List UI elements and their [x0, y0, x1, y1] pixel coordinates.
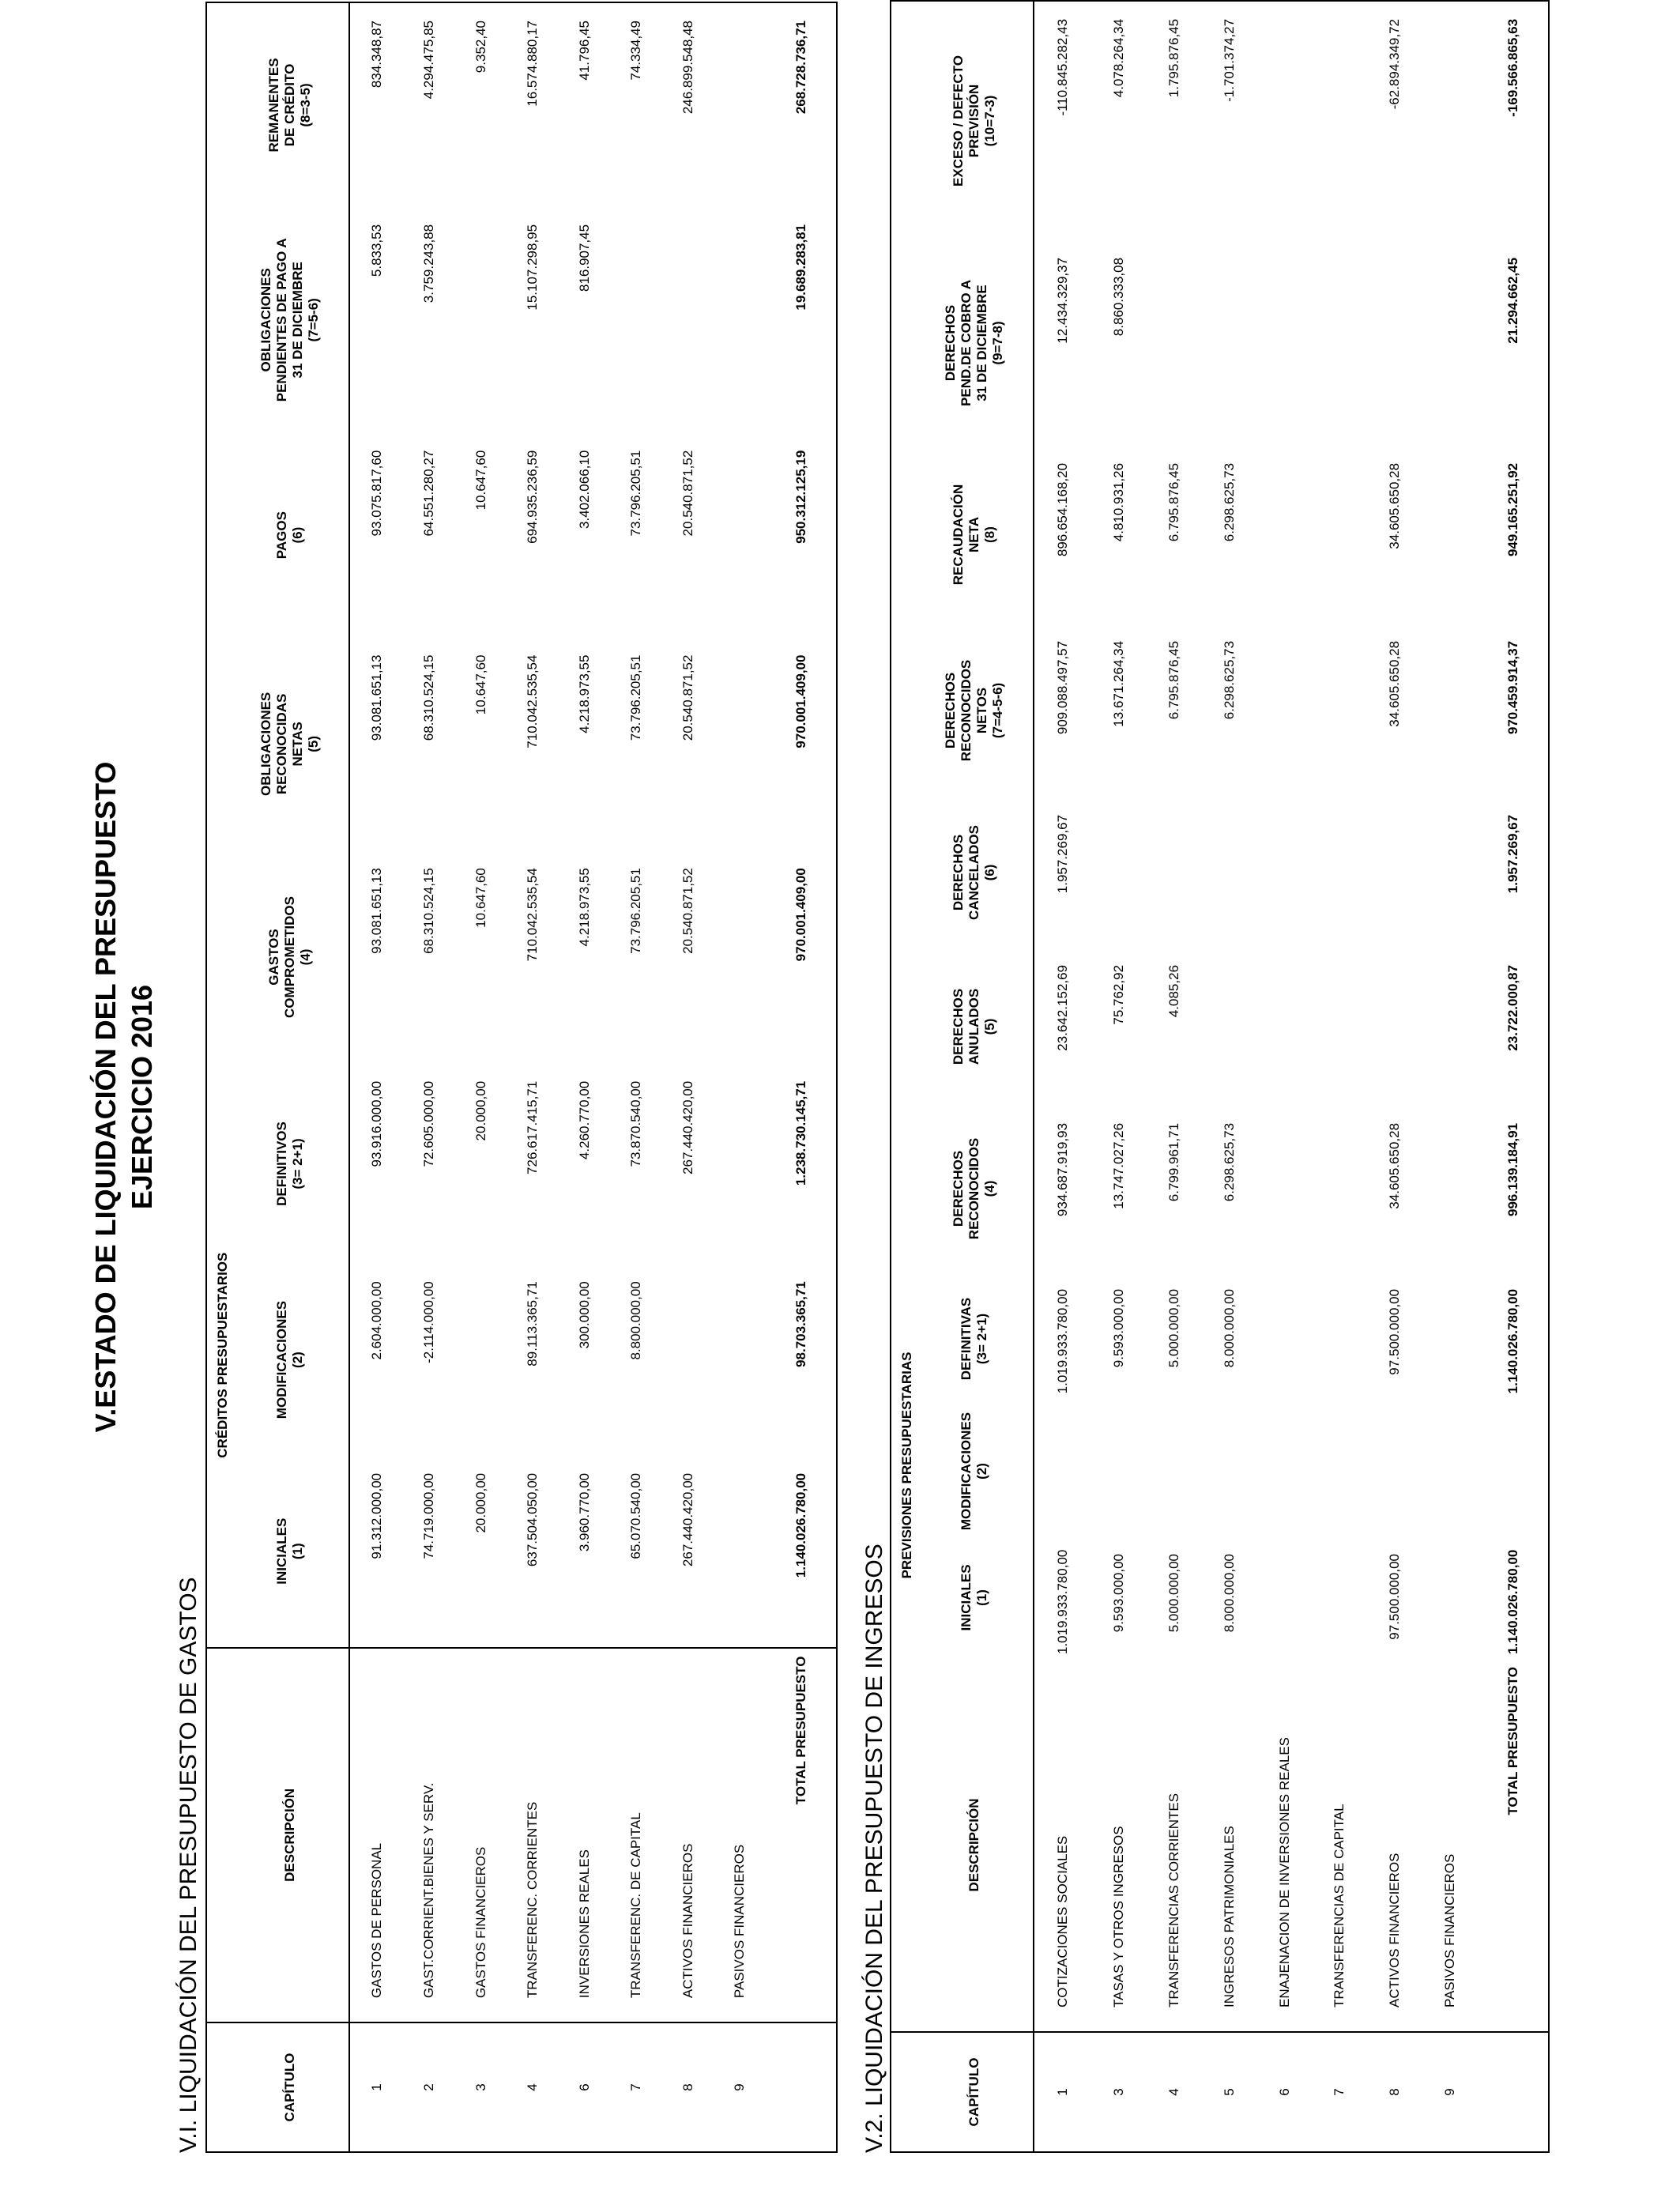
gastos-body: [349, 2, 837, 2152]
cell-desc: PASIVOS FINANCIEROS: [1422, 1659, 1478, 2032]
cell-recaudacion: 34.605.650,28: [1387, 462, 1403, 549]
cell-cap: 3: [473, 2083, 488, 2091]
cell-remanentes: 41.796,45: [576, 21, 592, 81]
table-row: [1147, 1, 1202, 2152]
total-empty-cell: [766, 2022, 837, 2152]
cell-iniciales: [714, 1456, 766, 1648]
cell-netos: [1422, 624, 1478, 797]
cell-cap: 3: [1111, 2088, 1127, 2096]
cell-recaudacion: 6.298.625,73: [1221, 462, 1237, 542]
cell-modif: [455, 1264, 507, 1456]
cell-iniciales: 8.000.000,00: [1221, 1554, 1237, 1633]
total-iniciales: 1.140.026.780,00: [766, 1456, 837, 1648]
table-row: [714, 2, 766, 2152]
cell-comprometidos: 4.218.973,55: [576, 868, 592, 947]
cell-modif: 8.800.000,00: [628, 1281, 644, 1360]
table-row: [455, 2, 507, 2152]
total-pendientes: 19.689.283,81: [793, 224, 808, 311]
total-cancelados: 1.957.269,67: [1505, 814, 1520, 894]
cell-obligaciones: 68.310.524,15: [421, 654, 437, 741]
cell-pendientes: [455, 207, 507, 433]
cell-desc: GASTOS DE PERSONAL: [349, 1648, 404, 2023]
cell-definitivas: [1313, 1272, 1368, 1406]
ingresos-header-row: [915, 1, 1034, 2152]
table-row: [1257, 1, 1313, 2152]
table-row: [1202, 1, 1257, 2152]
col-recaudacion-neta: RECAUDACIÓN NETA (8): [915, 446, 1034, 624]
cell-definitivas: 8.000.000,00: [1221, 1288, 1237, 1368]
table-row: [507, 2, 559, 2152]
cell-remanentes: 4.294.475,85: [421, 21, 437, 100]
cell-modif: [1257, 1406, 1313, 1536]
cell-pagos: 20.540.871,52: [680, 450, 695, 537]
table-row: [559, 2, 610, 2152]
table-row: [404, 2, 455, 2152]
cell-recaudacion: [1257, 446, 1313, 624]
cell-cap: 6: [576, 2083, 592, 2091]
cell-desc: ACTIVOS FINANCIEROS: [1367, 1659, 1422, 2032]
cell-cap: 6: [1276, 2088, 1292, 2096]
cell-pagos: 3.402.066,10: [576, 450, 592, 529]
col-capitulo: CAPÍTULO: [231, 2022, 349, 2152]
col-pagos: PAGOS (6): [231, 433, 349, 638]
cell-exceso: -110.845.282,43: [1055, 18, 1071, 116]
col-exceso-defecto: EXCESO / DEFECTO PREVISIÓN (10=7-3): [915, 1, 1034, 240]
cell-recaudacion: 896.654.168,20: [1055, 462, 1071, 557]
cell-netos: [1257, 624, 1313, 797]
total-row: [766, 2, 837, 2152]
col-remanentes: REMANENTES DE CRÉDITO (8=3-5): [231, 2, 349, 207]
cell-definitivas: 97.500.000,00: [1387, 1288, 1403, 1375]
col-descripcion: DESCRIPCIÓN: [915, 1659, 1034, 2032]
cell-desc: INVERSIONES REALES: [559, 1648, 610, 2023]
cell-desc: PASIVOS FINANCIEROS: [714, 1648, 766, 2023]
cell-desc: TRANSFERENCIAS DE CAPITAL: [1313, 1659, 1368, 2032]
cell-recaudacion: 4.810.931,26: [1111, 462, 1127, 542]
total-pagos: 950.312.125,19: [793, 450, 808, 544]
ingresos-body: [1034, 1, 1549, 2152]
cell-definitivos: 4.260.770,00: [576, 1080, 592, 1160]
cell-iniciales: 5.000.000,00: [1166, 1554, 1182, 1633]
cell-cap: 9: [1442, 2088, 1458, 2096]
cell-obligaciones: 73.796.205,51: [628, 654, 644, 741]
total-definitivas: 1.140.026.780,00: [1505, 1288, 1520, 1394]
cell-modif: [714, 1264, 766, 1456]
cell-desc: TRANSFERENC. CORRIENTES: [507, 1648, 559, 2023]
cell-iniciales: [1313, 1536, 1368, 1659]
col-obligaciones-pendientes: OBLIGACIONES PENDIENTES DE PAGO A 31 DE DICIEMBRE (7=5-6): [231, 207, 349, 433]
col-iniciales: INICIALES (1): [231, 1456, 349, 1648]
cell-desc: COTIZACIONES SOCIALES: [1034, 1659, 1091, 2032]
document-title: V.ESTADO DE LIQUIDACIÓN DEL PRESUPUESTO: [89, 761, 122, 1433]
cell-iniciales: 91.312.000,00: [349, 1456, 404, 1648]
cell-definitivos: 267.440.420,00: [680, 1080, 695, 1174]
cell-recaudacion: [1422, 446, 1478, 624]
cell-definitivos: 93.916.000,00: [368, 1080, 384, 1167]
cell-anulados: 75.762,92: [1111, 964, 1127, 1025]
total-remanentes: 268.728.736,71: [793, 21, 808, 115]
cell-reconocidos: 6.298.625,73: [1221, 1122, 1237, 1202]
cell-exceso: 4.078.264,34: [1111, 18, 1127, 98]
cell-desc: ACTIVOS FINANCIEROS: [662, 1648, 714, 2023]
total-anulados: 23.722.000,87: [1505, 964, 1520, 1051]
cell-modif: [1147, 1406, 1202, 1536]
cell-comprometidos: 710.042.535,54: [525, 868, 541, 962]
cell-pendientes: [1367, 240, 1422, 446]
cell-iniciales: 97.500.000,00: [1387, 1554, 1403, 1640]
cell-netos: 13.671.264,34: [1111, 640, 1127, 727]
cell-cap: 2: [421, 2083, 437, 2091]
col-derechos-netos: DERECHOS RECONOCIDOS NETOS (7=4-5-6): [915, 624, 1034, 797]
table-row: [1367, 1, 1422, 2152]
cell-cap: 1: [1055, 2088, 1071, 2096]
cell-desc: TASAS Y OTROS INGRESOS: [1091, 1659, 1147, 2032]
cell-comprometidos: 10.647,60: [473, 868, 488, 928]
previsiones-presupuestarias-header: PREVISIONES PRESUPUESTARIAS: [899, 1351, 914, 1579]
cell-pagos: 10.647,60: [473, 450, 488, 511]
cell-modif: [1313, 1406, 1368, 1536]
cell-cap: 5: [1221, 2088, 1237, 2096]
cell-definitivas: 5.000.000,00: [1166, 1288, 1182, 1368]
cell-cancelados: 1.957.269,67: [1055, 814, 1071, 894]
cell-iniciales: 1.019.933.780,00: [1055, 1549, 1071, 1654]
cell-desc: TRANSFERENC. DE CAPITAL: [611, 1648, 662, 2023]
col-derechos-anulados: DERECHOS ANULADOS (5): [915, 948, 1034, 1106]
cell-pendientes: [714, 207, 766, 433]
cell-iniciales: 74.719.000,00: [404, 1456, 455, 1648]
cell-cap: 1: [368, 2083, 384, 2091]
table-row: [662, 2, 714, 2152]
cell-iniciales: [1257, 1536, 1313, 1659]
cell-remanentes: [714, 2, 766, 207]
col-iniciales: INICIALES (1): [915, 1536, 1034, 1659]
cell-cancelados: [1313, 797, 1368, 948]
col-derechos-pendientes: DERECHOS PEND.DE COBRO A 31 DE DICIEMBRE (9=7-8): [915, 240, 1034, 446]
cell-pagos: 73.796.205,51: [628, 450, 644, 537]
cell-definitivos: 72.605.000,00: [421, 1080, 437, 1167]
cell-definitivas: [1257, 1272, 1313, 1406]
cell-cancelados: [1422, 797, 1478, 948]
gastos-section-title: V.I. LIQUIDACIÓN DEL PRESUPUESTO DE GASTOS: [175, 1577, 202, 2153]
cell-cap: 8: [1387, 2088, 1403, 2096]
cell-pendientes: [1202, 240, 1257, 446]
total-label: TOTAL PRESUPUESTO: [766, 1648, 837, 2023]
cell-obligaciones: 4.218.973,55: [576, 654, 592, 733]
cell-exceso: [1257, 1, 1313, 240]
cell-pendientes: 15.107.298,95: [525, 224, 541, 311]
cell-cancelados: [1147, 797, 1202, 948]
cell-definitivos: [714, 1064, 766, 1264]
cell-desc: GASTOS FINANCIEROS: [455, 1648, 507, 2023]
total-comprometidos: 970.001.409,00: [793, 868, 808, 962]
col-definitivas: DEFINITIVAS (3= 2+1): [915, 1272, 1034, 1406]
total-modif: [1478, 1406, 1549, 1536]
table-row: [349, 2, 404, 2152]
cell-netos: [1313, 624, 1368, 797]
cell-pendientes: [1147, 240, 1202, 446]
cell-pendientes: 3.759.243,88: [421, 224, 437, 303]
cell-comprometidos: 93.081.651,13: [368, 868, 384, 954]
cell-pagos: 93.075.817,60: [368, 450, 384, 537]
cell-cap: 8: [680, 2083, 695, 2091]
col-capitulo: CAPÍTULO: [915, 2032, 1034, 2152]
cell-desc: INGRESOS PATRIMONIALES: [1202, 1659, 1257, 2032]
cell-iniciales: 3.960.770,00: [559, 1456, 610, 1648]
cell-obligaciones: 93.081.651,13: [368, 654, 384, 741]
cell-comprometidos: [714, 850, 766, 1064]
cell-netos: 6.298.625,73: [1221, 640, 1237, 720]
cell-modif: [1367, 1406, 1422, 1536]
cell-reconocidos: 934.687.919,93: [1055, 1122, 1071, 1217]
total-netos: 970.459.914,37: [1505, 640, 1520, 735]
cell-anulados: [1202, 948, 1257, 1106]
cell-cap: 4: [1166, 2088, 1182, 2096]
gastos-table: [205, 2, 838, 2153]
cell-obligaciones: 710.042.535,54: [525, 654, 541, 748]
total-reconocidos: 996.139.184,91: [1505, 1122, 1520, 1217]
cell-comprometidos: 68.310.524,15: [421, 868, 437, 954]
cell-modif: 2.604.000,00: [368, 1281, 384, 1360]
cell-cancelados: [1202, 797, 1257, 948]
cell-pendientes: [1422, 240, 1478, 446]
cell-pendientes: [1313, 240, 1368, 446]
total-exceso: -169.566.865,63: [1505, 18, 1520, 117]
cell-reconocidos: 6.799.961,71: [1166, 1122, 1182, 1202]
cell-anulados: [1367, 948, 1422, 1106]
cell-pagos: 64.551.280,27: [421, 450, 437, 537]
cell-anulados: 4.085,26: [1166, 964, 1182, 1018]
col-derechos-reconocidos: DERECHOS RECONOCIDOS (4): [915, 1106, 1034, 1272]
cell-definitivos: 73.870.540,00: [628, 1080, 644, 1167]
cell-pendientes: 816.907,45: [576, 224, 592, 292]
cell-pendientes: [662, 207, 714, 433]
cell-pagos: 694.935.236,59: [525, 450, 541, 544]
cell-remanentes: 16.574.880,17: [525, 21, 541, 107]
cell-anulados: [1257, 948, 1313, 1106]
cell-recaudacion: 6.795.876,45: [1166, 462, 1182, 542]
cell-recaudacion: [1313, 446, 1368, 624]
cell-exceso: [1313, 1, 1368, 240]
cell-definitivas: 1.019.933.780,00: [1055, 1288, 1071, 1394]
cell-iniciales: 267.440.420,00: [662, 1456, 714, 1648]
col-modificaciones: MODIFICACIONES (2): [231, 1264, 349, 1456]
cell-anulados: [1422, 948, 1478, 1106]
cell-cap: 9: [732, 2083, 748, 2091]
cell-pendientes: 12.434.329,37: [1055, 257, 1071, 344]
cell-modif: [662, 1264, 714, 1456]
cell-netos: 6.795.876,45: [1166, 640, 1182, 720]
table-row: [611, 2, 662, 2152]
cell-reconocidos: 34.605.650,28: [1387, 1122, 1403, 1209]
cell-iniciales: [1422, 1536, 1478, 1659]
cell-exceso: -62.894.349,72: [1387, 18, 1403, 110]
table-row: [1034, 1, 1091, 2152]
ingresos-section-title: V.2. LIQUIDACIÓN DEL PRESUPUESTO DE INGRESOS: [861, 1544, 887, 2153]
cell-cap: 7: [628, 2083, 644, 2091]
cell-modif: 89.113.365,71: [525, 1281, 541, 1367]
cell-remanentes: 74.334,49: [628, 21, 644, 81]
cell-pendientes: [611, 207, 662, 433]
creditos-presupuestarios-header: CRÉDITOS PRESUPUESTARIOS: [206, 1064, 231, 1648]
cell-modif: [1422, 1406, 1478, 1536]
cell-reconocidos: 13.747.027,26: [1111, 1122, 1127, 1209]
cell-iniciales: 65.070.540,00: [611, 1456, 662, 1648]
cell-iniciales: 9.593.000,00: [1111, 1554, 1127, 1633]
cell-obligaciones: 20.540.871,52: [680, 654, 695, 741]
cell-remanentes: 246.899.548,48: [680, 21, 695, 115]
cell-cancelados: [1257, 797, 1313, 948]
cell-desc: ENAJENACION DE INVERSIONES REALES: [1257, 1659, 1313, 2032]
total-recaudacion: 949.165.251,92: [1505, 462, 1520, 557]
cell-exceso: -1.701.374,27: [1221, 18, 1237, 102]
cell-comprometidos: 73.796.205,51: [628, 868, 644, 954]
col-modificaciones: MODIFICACIONES (2): [915, 1406, 1034, 1536]
table-row: [1422, 1, 1478, 2152]
total-modif: 98.703.365,71: [793, 1281, 808, 1367]
total-label: TOTAL PRESUPUESTO: [1478, 1659, 1549, 2032]
gastos-header-row: [231, 2, 349, 2152]
cell-obligaciones: 10.647,60: [473, 654, 488, 715]
table-row: [1091, 1, 1147, 2152]
cell-netos: 909.088.497,57: [1055, 640, 1071, 735]
cell-pendientes: 5.833,53: [368, 224, 384, 277]
document-subtitle: EJERCICIO 2016: [126, 984, 158, 1210]
cell-cancelados: [1367, 797, 1422, 948]
cell-modif: [1202, 1406, 1257, 1536]
total-row: [1478, 1, 1549, 2152]
cell-anulados: [1313, 948, 1368, 1106]
col-derechos-cancelados: DERECHOS CANCELADOS (6): [915, 797, 1034, 948]
cell-desc: GAST.CORRIENT.BIENES Y SERV.: [404, 1648, 455, 2023]
cell-exceso: 1.795.876,45: [1166, 18, 1182, 98]
cell-cap: 4: [525, 2083, 541, 2091]
total-pendientes: 21.294.662,45: [1505, 257, 1520, 344]
col-obligaciones-reconocidas: OBLIGACIONES RECONOCIDAS NETAS (5): [231, 638, 349, 851]
cell-pagos: [714, 433, 766, 638]
cell-comprometidos: 20.540.871,52: [680, 868, 695, 954]
cell-modif: 300.000,00: [576, 1281, 592, 1349]
cell-pendientes: [1257, 240, 1313, 446]
cell-definitivas: [1422, 1272, 1478, 1406]
ingresos-table: [890, 0, 1550, 2153]
total-iniciales: 1.140.026.780,00: [1505, 1549, 1520, 1654]
cell-anulados: 23.642.152,69: [1055, 964, 1071, 1051]
cell-definitivas: 9.593.000,00: [1111, 1288, 1127, 1368]
cell-modif: [1091, 1406, 1147, 1536]
cell-modif: [1034, 1406, 1091, 1536]
col-gastos-comprometidos: GASTOS COMPROMETIDOS (4): [231, 850, 349, 1064]
cell-remanentes: 9.352,40: [473, 21, 488, 74]
cell-reconocidos: [1313, 1106, 1368, 1272]
cell-desc: TRANSFERENCIAS CORRIENTES: [1147, 1659, 1202, 2032]
cell-modif: -2.114.000,00: [421, 1281, 437, 1363]
cell-exceso: [1422, 1, 1478, 240]
cell-reconocidos: [1257, 1106, 1313, 1272]
col-definitivos: DEFINITIVOS (3= 2+1): [231, 1064, 349, 1264]
cell-iniciales: 20.000,00: [455, 1456, 507, 1648]
cell-netos: 34.605.650,28: [1387, 640, 1403, 727]
total-definitivos: 1.238.730.145,71: [793, 1080, 808, 1186]
cell-cap: 7: [1332, 2088, 1347, 2096]
cell-definitivos: 20.000,00: [473, 1080, 488, 1141]
cell-definitivos: 726.617.415,71: [525, 1080, 541, 1174]
cell-iniciales: 637.504.050,00: [507, 1456, 559, 1648]
col-descripcion: DESCRIPCIÓN: [231, 1648, 349, 2023]
total-obligaciones: 970.001.409,00: [793, 654, 808, 748]
gastos-group-header-row: [206, 2, 231, 2152]
cell-pendientes: 8.860.333,08: [1111, 257, 1127, 337]
total-empty-cell: [1478, 2032, 1549, 2152]
cell-remanentes: 834.348,87: [368, 21, 384, 89]
ingresos-group-header-row: [891, 1, 915, 2152]
table-row: [1313, 1, 1368, 2152]
cell-obligaciones: [714, 638, 766, 851]
cell-cancelados: [1091, 797, 1147, 948]
cell-reconocidos: [1422, 1106, 1478, 1272]
